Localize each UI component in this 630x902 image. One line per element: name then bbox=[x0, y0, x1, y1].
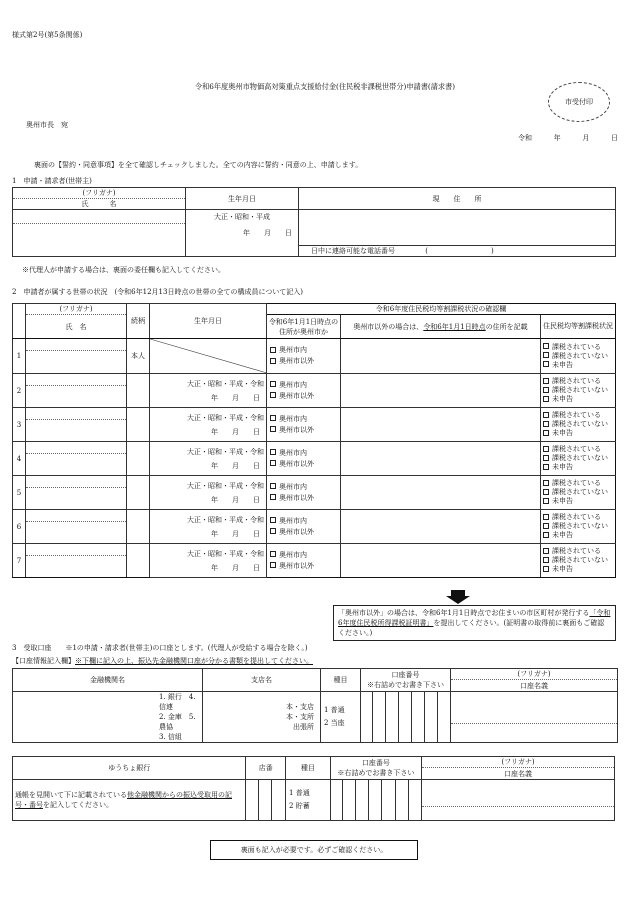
bank-table bbox=[12, 668, 618, 743]
hh-jan1-cell[interactable] bbox=[267, 374, 341, 408]
hh-outside-address-input[interactable] bbox=[341, 476, 541, 510]
hh-relation-cell[interactable] bbox=[127, 408, 150, 442]
phone-parens: ( ) bbox=[425, 247, 494, 255]
not-filed-checkbox[interactable] bbox=[543, 361, 615, 370]
hh-row-number: 5 bbox=[13, 476, 26, 510]
checkbox-icon[interactable] bbox=[270, 528, 276, 534]
date-day: 日 bbox=[610, 134, 618, 142]
yucho-digit-cell[interactable] bbox=[395, 780, 408, 821]
note-part2: を提出してください。(証明書の取得前に裏面もご確認ください。) bbox=[338, 619, 605, 637]
hh-furigana-input[interactable] bbox=[26, 544, 127, 556]
not-taxed-label: 課税されていない bbox=[552, 351, 608, 360]
account-digit-cell[interactable] bbox=[438, 692, 451, 743]
jan1-header: 令和6年1月1日時点の住所が奥州市か bbox=[267, 315, 341, 339]
date-year: 年 bbox=[553, 134, 561, 142]
not-taxed-label: 課税されていない bbox=[552, 420, 608, 428]
hh-jan1-cell[interactable] bbox=[267, 544, 341, 578]
checkbox-icon[interactable] bbox=[270, 483, 276, 489]
yucho-type-line: 1 普通 bbox=[289, 789, 310, 797]
phone-label: 日中に連絡可能な電話番号 bbox=[311, 247, 395, 255]
instruction-text: ※下欄に記入の上、振込先金融機関口座が分かる書類を提出してください。 bbox=[75, 657, 313, 665]
hh-ymd: 年 月 日 bbox=[211, 495, 260, 504]
hh-row-number: 7 bbox=[13, 544, 26, 578]
hh-furigana-input[interactable] bbox=[26, 510, 127, 522]
outside-label: 奥州市以外 bbox=[279, 425, 314, 434]
not-taxed-checkbox[interactable] bbox=[543, 522, 615, 531]
section3-heading: 3 受取口座 ※1の申請・請求者(世帯主)の口座とします。(代理人が受給する場合を除く。) bbox=[12, 644, 308, 652]
outside-label: 奥州市以外 bbox=[279, 561, 314, 570]
consent-statement: 裏面の【誓約・同意事項】を全て確認しチェックしました。全ての内容に誓約・同意の上、申請します。 bbox=[34, 161, 363, 169]
not-filed-label: 未申告 bbox=[552, 429, 573, 437]
yucho-note-underlined: 他金融機関からの振込受取用の記号・番号 bbox=[15, 791, 232, 809]
branch-name-input[interactable] bbox=[203, 692, 321, 743]
yucho-note-part2: を記入してください。 bbox=[43, 801, 113, 809]
hh-tax-status-cell[interactable] bbox=[541, 339, 616, 374]
checkbox-icon[interactable] bbox=[543, 352, 549, 358]
inside-label: 奥州市内 bbox=[279, 516, 307, 525]
yucho-note bbox=[13, 780, 246, 821]
not-filed-checkbox[interactable] bbox=[543, 531, 615, 540]
agent-note: ※代理人が申請する場合は、裏面の委任欄も記入してください。 bbox=[22, 266, 225, 274]
inside-checkbox[interactable] bbox=[270, 482, 340, 493]
hh-row-number: 1 bbox=[13, 339, 26, 374]
not-filed-label: 未申告 bbox=[552, 531, 573, 539]
hh-tax-status-cell[interactable] bbox=[541, 374, 616, 408]
outside-checkbox[interactable] bbox=[270, 391, 340, 402]
inside-label: 奥州市内 bbox=[279, 346, 307, 354]
right-fill-note: ※右詰めでお書き下さい bbox=[367, 681, 444, 689]
checkbox-icon[interactable] bbox=[543, 361, 549, 367]
page-title: 令和6年度奥州市物価高対策重点支援給付金(住民税非課税世帯分)申請書(請求書) bbox=[194, 82, 456, 91]
household-row bbox=[13, 339, 616, 351]
checkbox-icon[interactable] bbox=[270, 392, 276, 398]
inside-label: 奥州市内 bbox=[279, 414, 307, 423]
not-taxed-checkbox[interactable] bbox=[543, 420, 615, 429]
down-arrow-head-icon bbox=[446, 596, 470, 604]
inside-label: 奥州市内 bbox=[279, 448, 307, 457]
yucho-note-part1: 通帳を見開いて下に記載されている bbox=[15, 791, 127, 799]
yucho-digit-cell[interactable] bbox=[342, 780, 355, 821]
outside-checkbox[interactable] bbox=[270, 459, 340, 470]
store-digit-cell[interactable] bbox=[271, 780, 285, 821]
household-row bbox=[13, 476, 616, 488]
checkbox-icon[interactable] bbox=[543, 498, 549, 504]
not-taxed-checkbox[interactable] bbox=[543, 352, 615, 361]
checkbox-icon[interactable] bbox=[270, 449, 276, 455]
reception-stamp-label: 市受付印 bbox=[565, 98, 593, 106]
checkbox-icon[interactable] bbox=[543, 566, 549, 572]
tax-confirm-header: 令和6年度住民税均等割課税状況の確認欄 bbox=[267, 304, 616, 315]
household-row bbox=[13, 374, 616, 386]
hh-tax-status-cell[interactable] bbox=[541, 544, 616, 578]
inside-checkbox[interactable] bbox=[270, 345, 340, 356]
yucho-right-fill: ※右詰めでお書き下さい bbox=[337, 769, 415, 777]
hh-jan1-cell[interactable] bbox=[267, 510, 341, 544]
household-table bbox=[12, 303, 616, 578]
hh-outside-address-input[interactable] bbox=[341, 442, 541, 476]
taxed-label: 課税されている bbox=[552, 377, 601, 385]
not-filed-label: 未申告 bbox=[552, 565, 573, 573]
applicant-name-input[interactable] bbox=[13, 224, 186, 257]
hh-jan1-cell[interactable] bbox=[267, 339, 341, 374]
hh-birthdate-input[interactable] bbox=[150, 476, 267, 510]
hh-name-input[interactable] bbox=[26, 386, 127, 408]
hh-birthdate-input[interactable] bbox=[150, 374, 267, 408]
outside-checkbox[interactable] bbox=[270, 425, 340, 436]
taxed-checkbox[interactable] bbox=[543, 513, 615, 522]
hh-birthdate-input bbox=[150, 339, 267, 374]
not-filed-label: 未申告 bbox=[552, 497, 573, 505]
branch-type-line: 出張所 bbox=[293, 723, 314, 731]
applicant-table bbox=[12, 187, 616, 257]
hh-jan1-cell[interactable] bbox=[267, 476, 341, 510]
bank-name-header: 金融機関名 bbox=[13, 669, 203, 692]
outside-address-header bbox=[341, 315, 541, 339]
outside-checkbox[interactable] bbox=[270, 527, 340, 538]
outside-checkbox[interactable] bbox=[270, 356, 340, 367]
outside-label: 奥州市以外 bbox=[279, 493, 314, 502]
not-taxed-label: 課税されていない bbox=[552, 522, 608, 530]
hh-name-input[interactable] bbox=[26, 454, 127, 476]
hh-birthdate-input[interactable] bbox=[150, 442, 267, 476]
date-era: 令和 bbox=[518, 134, 532, 142]
household-row bbox=[13, 408, 616, 420]
yucho-type-input[interactable] bbox=[286, 780, 331, 821]
hh-relation-cell[interactable] bbox=[127, 544, 150, 578]
taxed-checkbox[interactable] bbox=[543, 343, 615, 352]
outside-label: 奥州市以外 bbox=[279, 459, 314, 468]
footer-note: 裏面も記入が必要です。必ずご確認ください。 bbox=[210, 840, 418, 860]
bank-type-line: 2. 金庫 5. 農協 bbox=[159, 713, 196, 731]
hh-relation-header: 続柄 bbox=[127, 304, 150, 339]
taxed-label: 課税されている bbox=[552, 411, 601, 419]
account-type-input[interactable] bbox=[321, 692, 361, 743]
section2-heading: 2 申請者が属する世帯の状況 (令和6年12月13日時点の世帯の全ての構成員について記入) bbox=[12, 288, 304, 296]
checkbox-icon[interactable] bbox=[543, 480, 549, 486]
bank-type-line: 1. 銀行 4. 信連 bbox=[159, 693, 196, 711]
date-month: 月 bbox=[582, 134, 590, 142]
inside-checkbox[interactable] bbox=[270, 414, 340, 425]
checkbox-icon[interactable] bbox=[270, 415, 276, 421]
applicant-birthdate-input[interactable] bbox=[186, 210, 299, 257]
yucho-type-line: 2 貯蓄 bbox=[289, 802, 310, 810]
yucho-holder-input[interactable] bbox=[422, 780, 615, 821]
not-taxed-label: 課税されていない bbox=[552, 488, 608, 496]
not-filed-checkbox[interactable] bbox=[543, 463, 615, 472]
checkbox-icon[interactable] bbox=[270, 358, 276, 364]
taxed-label: 課税されている bbox=[552, 479, 601, 487]
hh-birthdate-input[interactable] bbox=[150, 510, 267, 544]
store-number-header: 店番 bbox=[246, 757, 286, 780]
hh-eras: 大正・昭和・平成・令和 bbox=[187, 379, 264, 388]
checkbox-icon[interactable] bbox=[270, 494, 276, 500]
checkbox-icon[interactable] bbox=[543, 548, 549, 554]
applicant-ymd: 年 月 日 bbox=[243, 229, 292, 237]
not-filed-checkbox[interactable] bbox=[543, 429, 615, 438]
hh-name-input[interactable] bbox=[26, 420, 127, 442]
outside-certificate-note bbox=[333, 605, 616, 641]
birthdate-header: 生年月日 bbox=[186, 188, 299, 210]
not-filed-label: 未申告 bbox=[552, 463, 573, 471]
branch-type-line: 本・支店 bbox=[286, 703, 314, 711]
not-filed-checkbox[interactable] bbox=[543, 497, 615, 506]
hh-eras: 大正・昭和・平成・令和 bbox=[187, 447, 264, 456]
yucho-account-label: 口座番号 bbox=[361, 759, 390, 767]
date-line bbox=[518, 133, 618, 143]
hh-row-number: 6 bbox=[13, 510, 26, 544]
checkbox-icon[interactable] bbox=[543, 455, 549, 461]
hh-name-input[interactable] bbox=[26, 488, 127, 510]
checkbox-icon[interactable] bbox=[270, 426, 276, 432]
instruction-bracket: 【口座情報記入欄】 bbox=[12, 657, 75, 665]
not-taxed-checkbox[interactable] bbox=[543, 386, 615, 395]
hh-eras: 大正・昭和・平成・令和 bbox=[187, 549, 264, 558]
account-type-header: 種目 bbox=[321, 669, 361, 692]
hh-tax-status-cell[interactable] bbox=[541, 510, 616, 544]
furigana-label: (フリガナ) bbox=[13, 188, 186, 199]
not-taxed-checkbox[interactable] bbox=[543, 454, 615, 463]
outside-label: 奥州市以外 bbox=[279, 527, 314, 536]
checkbox-icon[interactable] bbox=[543, 343, 549, 349]
not-taxed-label: 課税されていない bbox=[552, 386, 608, 394]
inside-label: 奥州市内 bbox=[279, 380, 307, 389]
yucho-digit-cell[interactable] bbox=[330, 780, 342, 821]
taxed-checkbox[interactable] bbox=[543, 411, 615, 420]
taxed-label: 課税されている bbox=[552, 445, 601, 453]
hh-furigana-input[interactable] bbox=[26, 374, 127, 386]
checkbox-icon[interactable] bbox=[543, 446, 549, 452]
not-taxed-checkbox[interactable] bbox=[543, 488, 615, 497]
taxed-checkbox[interactable] bbox=[543, 479, 615, 488]
section1-heading: 1 申請・請求者(世帯主) bbox=[12, 177, 92, 185]
yucho-type-header: 種目 bbox=[286, 757, 331, 780]
yucho-table bbox=[12, 756, 615, 821]
yucho-holder-header: 口座名義 bbox=[422, 768, 615, 780]
branch-name-header: 支店名 bbox=[203, 669, 321, 692]
taxed-checkbox[interactable] bbox=[543, 445, 615, 454]
yucho-digit-cell[interactable] bbox=[408, 780, 421, 821]
checkbox-icon[interactable] bbox=[543, 464, 549, 470]
checkbox-icon[interactable] bbox=[270, 347, 276, 353]
household-row bbox=[13, 442, 616, 454]
checkbox-icon[interactable] bbox=[543, 430, 549, 436]
outside-suffix: の住所を記載 bbox=[485, 322, 528, 331]
outside-checkbox[interactable] bbox=[270, 493, 340, 504]
hh-ymd: 年 月 日 bbox=[211, 427, 260, 436]
acct-type-line: 2 当座 bbox=[324, 719, 345, 727]
hh-outside-address-input[interactable] bbox=[341, 374, 541, 408]
outside-label: 奥州市以外 bbox=[279, 391, 314, 400]
hh-eras: 大正・昭和・平成・令和 bbox=[187, 481, 264, 490]
hh-birthdate-header: 生年月日 bbox=[150, 304, 267, 339]
checkbox-icon[interactable] bbox=[270, 460, 276, 466]
note-part1: 「奥州市以外」の場合は、令和6年1月1日時点でお住まいの市区町村が発行する bbox=[338, 609, 590, 617]
not-filed-checkbox[interactable] bbox=[543, 565, 615, 574]
inside-checkbox[interactable] bbox=[270, 380, 340, 391]
checkbox-icon[interactable] bbox=[543, 396, 549, 402]
bank-type-line: 3. 信組 bbox=[159, 733, 182, 741]
household-row bbox=[13, 510, 616, 522]
household-row bbox=[13, 544, 616, 556]
hh-jan1-cell[interactable] bbox=[267, 442, 341, 476]
account-digit-cell[interactable] bbox=[361, 692, 373, 743]
diagonal-slash bbox=[150, 339, 267, 373]
hh-furigana-input[interactable] bbox=[26, 408, 127, 420]
not-filed-checkbox[interactable] bbox=[543, 395, 615, 404]
outside-prefix: 奥州市以外の場合は、 bbox=[353, 322, 424, 331]
taxed-label: 課税されている bbox=[552, 513, 601, 521]
hh-ymd: 年 月 日 bbox=[211, 461, 260, 470]
name-header: 氏 名 bbox=[13, 199, 186, 210]
account-digit-cell[interactable] bbox=[386, 692, 399, 743]
checkbox-icon[interactable] bbox=[543, 489, 549, 495]
checkbox-icon[interactable] bbox=[270, 562, 276, 568]
inside-label: 奥州市内 bbox=[279, 482, 307, 491]
hh-relation-cell[interactable] bbox=[127, 442, 150, 476]
hh-eras: 大正・昭和・平成・令和 bbox=[187, 515, 264, 524]
not-taxed-label: 課税されていない bbox=[552, 556, 608, 564]
hh-ymd: 年 月 日 bbox=[211, 563, 260, 572]
hh-name-input[interactable] bbox=[26, 351, 127, 374]
account-instruction bbox=[12, 656, 313, 666]
yucho-account-header bbox=[330, 757, 421, 780]
hh-ymd: 年 月 日 bbox=[211, 393, 260, 402]
hh-eras: 大正・昭和・平成・令和 bbox=[187, 413, 264, 422]
checkbox-icon[interactable] bbox=[270, 551, 276, 557]
address-header: 現 住 所 bbox=[299, 188, 616, 210]
branch-type-line: 本・支所 bbox=[286, 713, 314, 721]
checkbox-icon[interactable] bbox=[270, 517, 276, 523]
tax-status-header: 住民税均等割課税状況 bbox=[541, 315, 616, 339]
hh-relation-cell[interactable] bbox=[127, 374, 150, 408]
taxed-checkbox[interactable] bbox=[543, 547, 615, 556]
checkbox-icon[interactable] bbox=[543, 378, 549, 384]
hh-furigana-input[interactable] bbox=[26, 476, 127, 488]
hh-furigana-input[interactable] bbox=[26, 339, 127, 351]
checkbox-icon[interactable] bbox=[270, 381, 276, 387]
not-filed-label: 未申告 bbox=[552, 360, 573, 369]
holder-input[interactable] bbox=[451, 692, 618, 743]
bank-name-input[interactable] bbox=[13, 692, 203, 743]
hh-name-input[interactable] bbox=[26, 522, 127, 544]
hh-tax-status-cell[interactable] bbox=[541, 442, 616, 476]
checkbox-icon[interactable] bbox=[543, 387, 549, 393]
applicant-address-input[interactable] bbox=[299, 210, 616, 246]
inside-label: 奥州市内 bbox=[279, 550, 307, 559]
not-filed-label: 未申告 bbox=[552, 395, 573, 403]
account-digit-cell[interactable] bbox=[399, 692, 412, 743]
taxed-label: 課税されている bbox=[552, 547, 601, 555]
hh-relation-cell[interactable] bbox=[127, 510, 150, 544]
inside-checkbox[interactable] bbox=[270, 448, 340, 459]
checkbox-icon[interactable] bbox=[543, 421, 549, 427]
hh-outside-address-input[interactable] bbox=[341, 510, 541, 544]
checkbox-icon[interactable] bbox=[543, 412, 549, 418]
outside-label: 奥州市以外 bbox=[279, 357, 314, 365]
hh-outside-address-input[interactable] bbox=[341, 339, 541, 374]
hh-relation-cell[interactable] bbox=[127, 476, 150, 510]
hh-furigana-input[interactable] bbox=[26, 442, 127, 454]
outside-checkbox[interactable] bbox=[270, 561, 340, 572]
account-digit-cell[interactable] bbox=[412, 692, 425, 743]
reception-stamp bbox=[548, 82, 610, 122]
hh-row-number: 3 bbox=[13, 408, 26, 442]
applicant-furigana-input[interactable] bbox=[13, 210, 186, 224]
holder-header: 口座名義 bbox=[451, 680, 618, 692]
hh-relation-cell[interactable]: 本人 bbox=[127, 339, 150, 374]
hh-row-number: 4 bbox=[13, 442, 26, 476]
hh-outside-address-input[interactable] bbox=[341, 544, 541, 578]
hh-name-input[interactable] bbox=[26, 556, 127, 578]
yucho-digit-cell[interactable] bbox=[382, 780, 395, 821]
yucho-digit-cell[interactable] bbox=[356, 780, 369, 821]
checkbox-icon[interactable] bbox=[543, 557, 549, 563]
checkbox-icon[interactable] bbox=[543, 532, 549, 538]
yucho-furigana-header: (フリガナ) bbox=[422, 757, 615, 768]
form-number: 様式第2号(第5条関係) bbox=[12, 31, 83, 39]
yucho-digit-cell[interactable] bbox=[369, 780, 382, 821]
hh-birthdate-input[interactable] bbox=[150, 544, 267, 578]
hh-furigana-header: (フリガナ) bbox=[26, 304, 127, 315]
account-digit-cell[interactable] bbox=[373, 692, 386, 743]
holder-furigana-header: (フリガナ) bbox=[451, 669, 618, 680]
account-number-label: 口座番号 bbox=[391, 671, 420, 679]
taxed-label: 課税されている bbox=[552, 342, 601, 351]
hh-jan1-cell[interactable] bbox=[267, 408, 341, 442]
checkbox-icon[interactable] bbox=[543, 514, 549, 520]
yucho-header: ゆうちょ銀行 bbox=[13, 757, 246, 780]
note-underlined: 「令和6年度住民税所得課税証明書」 bbox=[338, 609, 611, 627]
hh-ymd: 年 月 日 bbox=[211, 529, 260, 538]
outside-underlined: 令和6年1月1日時点 bbox=[423, 322, 486, 331]
hh-name-header: 氏 名 bbox=[26, 315, 127, 339]
hh-row-number: 2 bbox=[13, 374, 26, 408]
hh-birthdate-input[interactable] bbox=[150, 408, 267, 442]
applicant-eras: 大正・昭和・平成 bbox=[214, 213, 270, 221]
store-digit-cell[interactable] bbox=[246, 780, 258, 821]
taxed-checkbox[interactable] bbox=[543, 377, 615, 386]
account-digit-cell[interactable] bbox=[425, 692, 438, 743]
checkbox-icon[interactable] bbox=[543, 523, 549, 529]
not-taxed-checkbox[interactable] bbox=[543, 556, 615, 565]
hh-tax-status-cell[interactable] bbox=[541, 476, 616, 510]
store-digit-cell[interactable] bbox=[258, 780, 271, 821]
hh-tax-status-cell[interactable] bbox=[541, 408, 616, 442]
hh-outside-address-input[interactable] bbox=[341, 408, 541, 442]
inside-checkbox[interactable] bbox=[270, 516, 340, 527]
addressee: 奥州市長 宛 bbox=[26, 121, 68, 129]
not-taxed-label: 課税されていない bbox=[552, 454, 608, 462]
account-number-header bbox=[361, 669, 451, 692]
inside-checkbox[interactable] bbox=[270, 550, 340, 561]
acct-type-line: 1 普通 bbox=[324, 706, 345, 714]
applicant-phone-field[interactable] bbox=[299, 246, 616, 257]
